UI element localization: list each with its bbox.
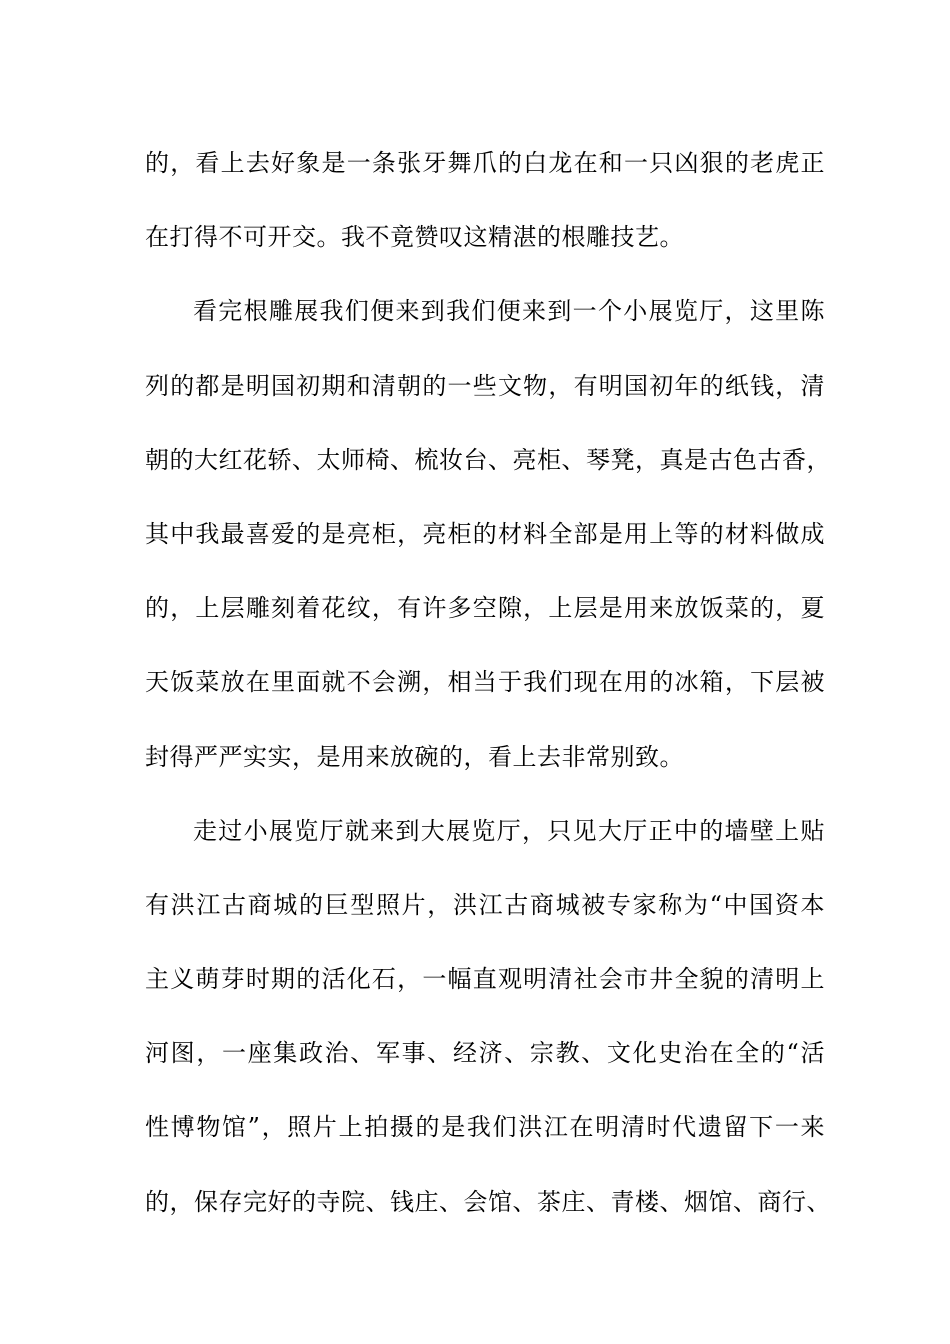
text-line: 天饭菜放在里面就不会溯，相当于我们现在用的冰箱，下层被 <box>145 668 825 697</box>
text-line: 在打得不可开交。我不竟赞叹这精湛的根雕技艺。 <box>145 223 684 252</box>
text-line: 封得严严实实，是用来放碗的，看上去非常别致。 <box>145 742 684 771</box>
text-line: 主义萌芽时期的活化石，一幅直观明清社会市井全貌的清明上 <box>145 965 825 994</box>
text-line: 朝的大红花轿、太师椅、梳妆台、亮柜、琴凳，真是古色古香， <box>145 445 831 474</box>
text-line: 其中我最喜爱的是亮柜，亮柜的材料全部是用上等的材料做成 <box>145 519 825 548</box>
text-line: 列的都是明国初期和清朝的一些文物，有明国初年的纸钱，清 <box>145 371 825 400</box>
text-line: 的，看上去好象是一条张牙舞爪的白龙在和一只凶狠的老虎正 <box>145 149 825 177</box>
text-line: 有洪江古商城的巨型照片，洪江古商城被专家称为“中国资本 <box>145 890 825 919</box>
text-line: 的，保存完好的寺院、钱庄、会馆、茶庄、青楼、烟馆、商行、 <box>145 1187 831 1216</box>
text-line: 走过小展览厅就来到大展览厅，只见大厅正中的墙壁上贴 <box>193 816 825 845</box>
text-line: 看完根雕展我们便来到我们便来到一个小展览厅，这里陈 <box>193 297 825 326</box>
text-line: 的，上层雕刻着花纹，有许多空隙，上层是用来放饭菜的，夏 <box>145 594 825 623</box>
body-text <box>145 126 831 1239</box>
text-line: 河图，一座集政治、军事、经济、宗教、文化史治在全的“活 <box>145 1039 825 1068</box>
text-line: 性博物馆”，照片上拍摄的是我们洪江在明清时代遗留下一来 <box>145 1113 825 1142</box>
